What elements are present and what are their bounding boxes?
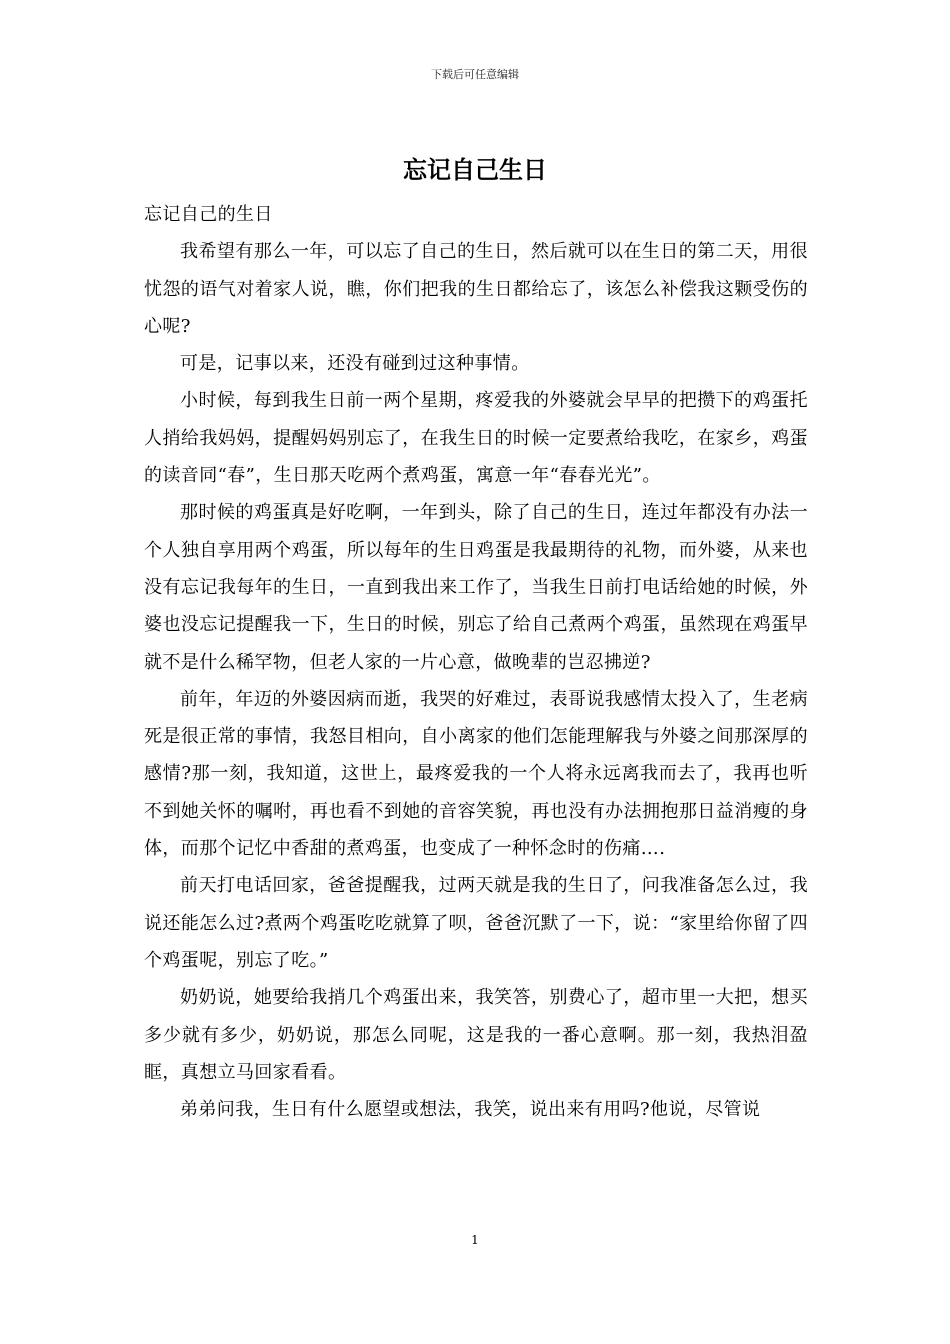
document-body [144,196,808,1128]
document-title: 忘记自己生日 [403,156,547,184]
paragraph: 奶奶说，她要给我捎几个鸡蛋出来，我笑答，别费心了，超市里一大把，想买多少就有多少，奶奶说，那怎么同呢，这是我的一番心意啊。那一刻，我热泪盈眶，真想立马回家看看。 [144,987,808,1083]
paragraph: 那时候的鸡蛋真是好吃啊，一年到头，除了自己的生日，连过年都没有办法一个人独自享用两个鸡蛋，所以每年的生日鸡蛋是我最期待的礼物，而外婆，从来也没有忘记我每年的生日，一直到我出来工作了，当我生日前打电话给她的时候，外婆也没忘记提醒我一下，生日的时候，别忘了给自己煮两个鸡蛋，虽然现在鸡蛋早就不是什么稀罕物，但老人家的一片心意，做晚辈的岂忍拂逆? [144,502,808,673]
header-note: 下载后可任意编辑 [431,68,519,81]
paragraph: 弟弟问我，生日有什么愿望或想法，我笑，说出来有用吗?他说，尽管说 [180,1099,761,1121]
document-subtitle: 忘记自己的生日 [144,204,273,225]
paragraph: 小时候，每到我生日前一两个星期，疼爱我的外婆就会早早的把攒下的鸡蛋托人捎给我妈妈，提醒妈妈别忘了，在我生日的时候一定要煮给我吃，在家乡，鸡蛋的读音同“春”，生日那天吃两个煮鸡蛋，寓意一年“春春光光”。 [144,390,808,487]
page-number: 1 [471,1233,479,1247]
paragraph: 可是，记事以来，还没有碰到过这种事情。 [180,353,530,375]
paragraph: 前年，年迈的外婆因病而逝，我哭的好难过，表哥说我感情太投入了，生老病死是很正常的事情，我怒目相向，自小离家的他们怎能理解我与外婆之间那深厚的感情?那一刻，我知道，这世上，最疼爱我的一个人将永远离我而去了，我再也听不到她关怀的嘱咐，再也看不到她的音容笑貌，再也没有办法拥抱那日益消瘦的身体，而那个记忆中香甜的煮鸡蛋，也变成了一种怀念时的伤痛…. [144,688,808,860]
paragraph: 我希望有那么一年，可以忘了自己的生日，然后就可以在生日的第二天，用很忧怨的语气对着家人说，瞧，你们把我的生日都给忘了，该怎么补偿我这颗受伤的心呢? [144,241,808,337]
paragraph: 前天打电话回家，爸爸提醒我，过两天就是我的生日了，问我准备怎么过，我说还能怎么过?煮两个鸡蛋吃吃就算了呗，爸爸沉默了一下，说：“家里给你留了四个鸡蛋呢，别忘了吃。” [144,875,808,971]
